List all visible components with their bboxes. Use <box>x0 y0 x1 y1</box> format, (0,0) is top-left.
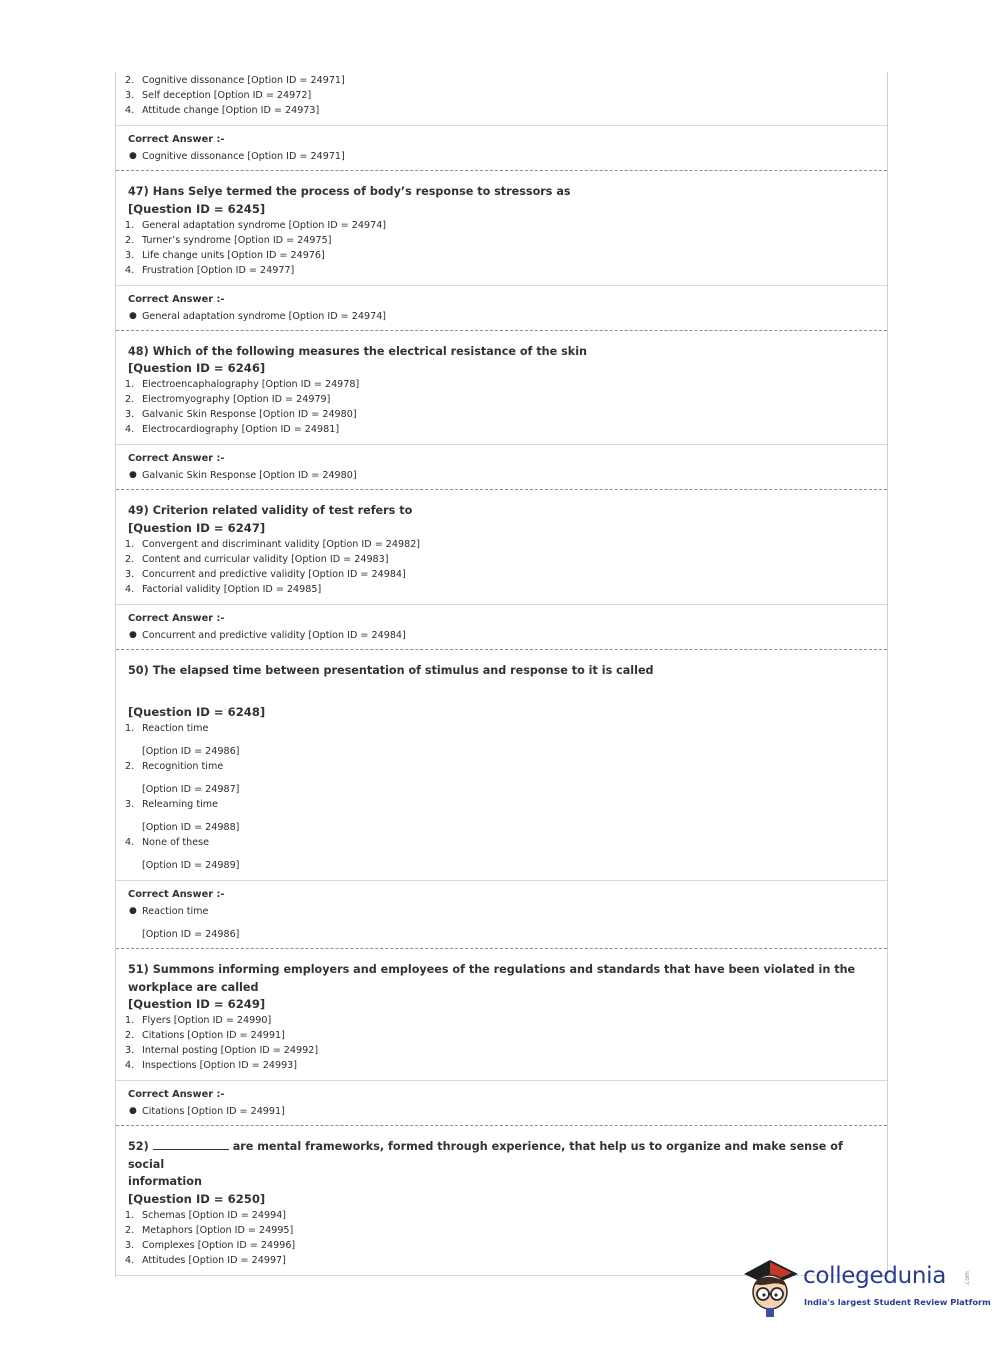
option: 2. Cognitive dissonance [Option ID = 24971] <box>125 75 345 86</box>
option-id: [Option ID = 24986] <box>142 929 240 940</box>
option: 3. Internal posting [Option ID = 24992] <box>125 1045 319 1056</box>
option: 4. Factorial validity [Option ID = 24985] <box>125 583 322 595</box>
question-46-tail <box>116 72 887 118</box>
bullet-icon: ● <box>129 470 137 480</box>
option: 4. Inspections [Option ID = 24993] <box>125 1060 298 1071</box>
option: 3. Relearning time <box>125 799 219 810</box>
option: 4. Attitude change [Option ID = 24973] <box>125 105 320 116</box>
question-50 <box>116 650 887 874</box>
option: 3. Self deception [Option ID = 24972] <box>125 90 312 101</box>
question-48 <box>116 331 887 438</box>
option: 2. Content and curricular validity [Option ID = 24983] <box>125 553 389 565</box>
option: 2. Metaphors [Option ID = 24995] <box>125 1224 294 1236</box>
question-text: 51) Summons informing employers and employees of the regulations and standards that have been violated in the <box>128 963 856 976</box>
option: 2. Citations [Option ID = 24991] <box>125 1030 285 1041</box>
correct-answer: ● Galvanic Skin Response [Option ID = 24980] <box>129 470 357 481</box>
question-text: 49) Criterion related validity of test refers to <box>128 504 413 517</box>
question-id: [Question ID = 6247] <box>128 520 266 535</box>
question-id: [Question ID = 6245] <box>128 201 266 216</box>
option-id: [Option ID = 24989] <box>142 860 240 871</box>
question-id: [Question ID = 6246] <box>128 361 266 375</box>
option: 1. Reaction time <box>125 723 209 734</box>
answer-label: Correct Answer :- <box>128 453 225 464</box>
question-51 <box>116 949 887 1073</box>
option: 3. Life change units [Option ID = 24976] <box>125 249 325 261</box>
question-paper-sheet <box>115 72 888 1277</box>
option-id: [Option ID = 24986] <box>142 746 240 757</box>
bullet-icon: ● <box>129 629 137 640</box>
question-text-cont: information <box>128 1175 202 1188</box>
question-text: 48) Which of the following measures the electrical resistance of the skin <box>128 344 588 358</box>
answer-49 <box>116 605 887 643</box>
question-text: 50) The elapsed time between presentation of stimulus and response to it is called <box>128 663 654 677</box>
bullet-icon: ● <box>129 151 137 161</box>
option: 3. Concurrent and predictive validity [Option ID = 24984] <box>125 568 406 580</box>
option: 4. Attitudes [Option ID = 24997] <box>125 1254 286 1266</box>
question-text-cont: workplace are called <box>128 980 259 994</box>
answer-label: Correct Answer :- <box>128 1089 225 1100</box>
option: 2. Recognition time <box>125 761 224 772</box>
question-id: [Question ID = 6250] <box>128 1191 266 1206</box>
question-49 <box>116 490 887 597</box>
bullet-icon: ● <box>129 310 137 321</box>
option: 2. Turner’s syndrome [Option ID = 24975] <box>125 234 332 246</box>
correct-answer: ● General adaptation syndrome [Option ID = 24974] <box>129 310 387 322</box>
question-id: [Question ID = 6248] <box>128 705 266 719</box>
brand-suffix: .com <box>963 1271 971 1286</box>
answer-48 <box>116 445 887 483</box>
option: 4. Frustration [Option ID = 24977] <box>125 264 295 276</box>
option: 1. Electroencaphalography [Option ID = 24978] <box>125 379 360 390</box>
fill-in-blank <box>153 1138 229 1150</box>
option: 4. Electrocardiography [Option ID = 24981] <box>125 424 340 435</box>
answer-label: Correct Answer :- <box>128 889 225 900</box>
correct-answer: ● Concurrent and predictive validity [Option ID = 24984] <box>129 629 406 641</box>
answer-label: Correct Answer :- <box>128 612 225 624</box>
answer-47 <box>116 286 887 324</box>
answer-label: Correct Answer :- <box>128 134 225 145</box>
answer-label: Correct Answer :- <box>128 293 225 305</box>
option: 3. Complexes [Option ID = 24996] <box>125 1239 296 1251</box>
option: 1. Schemas [Option ID = 24994] <box>125 1209 287 1221</box>
question-text: 47) Hans Selye termed the process of body’s response to stressors as <box>128 185 571 198</box>
option-id: [Option ID = 24988] <box>142 822 240 833</box>
option: 4. None of these <box>125 837 210 848</box>
answer-51 <box>116 1081 887 1119</box>
correct-answer: ● Reaction time <box>129 906 209 917</box>
brand-name: collegedunia <box>803 1263 947 1289</box>
option: 2. Electromyography [Option ID = 24979] <box>125 394 331 405</box>
answer-46 <box>116 126 887 164</box>
option: 1. Convergent and discriminant validity [Option ID = 24982] <box>125 538 421 550</box>
question-text: 52) are mental frameworks, formed through experience, that help us to organize and make sense of social <box>128 1140 843 1171</box>
option: 1. General adaptation syndrome [Option ID = 24974] <box>125 219 387 231</box>
correct-answer: ● Cognitive dissonance [Option ID = 24971] <box>129 151 345 162</box>
question-47 <box>116 171 887 278</box>
option: 1. Flyers [Option ID = 24990] <box>125 1015 272 1026</box>
question-52 <box>116 1126 887 1268</box>
option: 3. Galvanic Skin Response [Option ID = 24980] <box>125 409 357 420</box>
option-id: [Option ID = 24987] <box>142 784 240 795</box>
brand-tagline: India's largest Student Review Platform <box>804 1297 991 1307</box>
correct-answer: ● Citations [Option ID = 24991] <box>129 1106 285 1117</box>
answer-50 <box>116 881 887 942</box>
bullet-icon: ● <box>129 1106 137 1116</box>
question-id: [Question ID = 6249] <box>128 997 266 1011</box>
bullet-icon: ● <box>129 906 137 916</box>
